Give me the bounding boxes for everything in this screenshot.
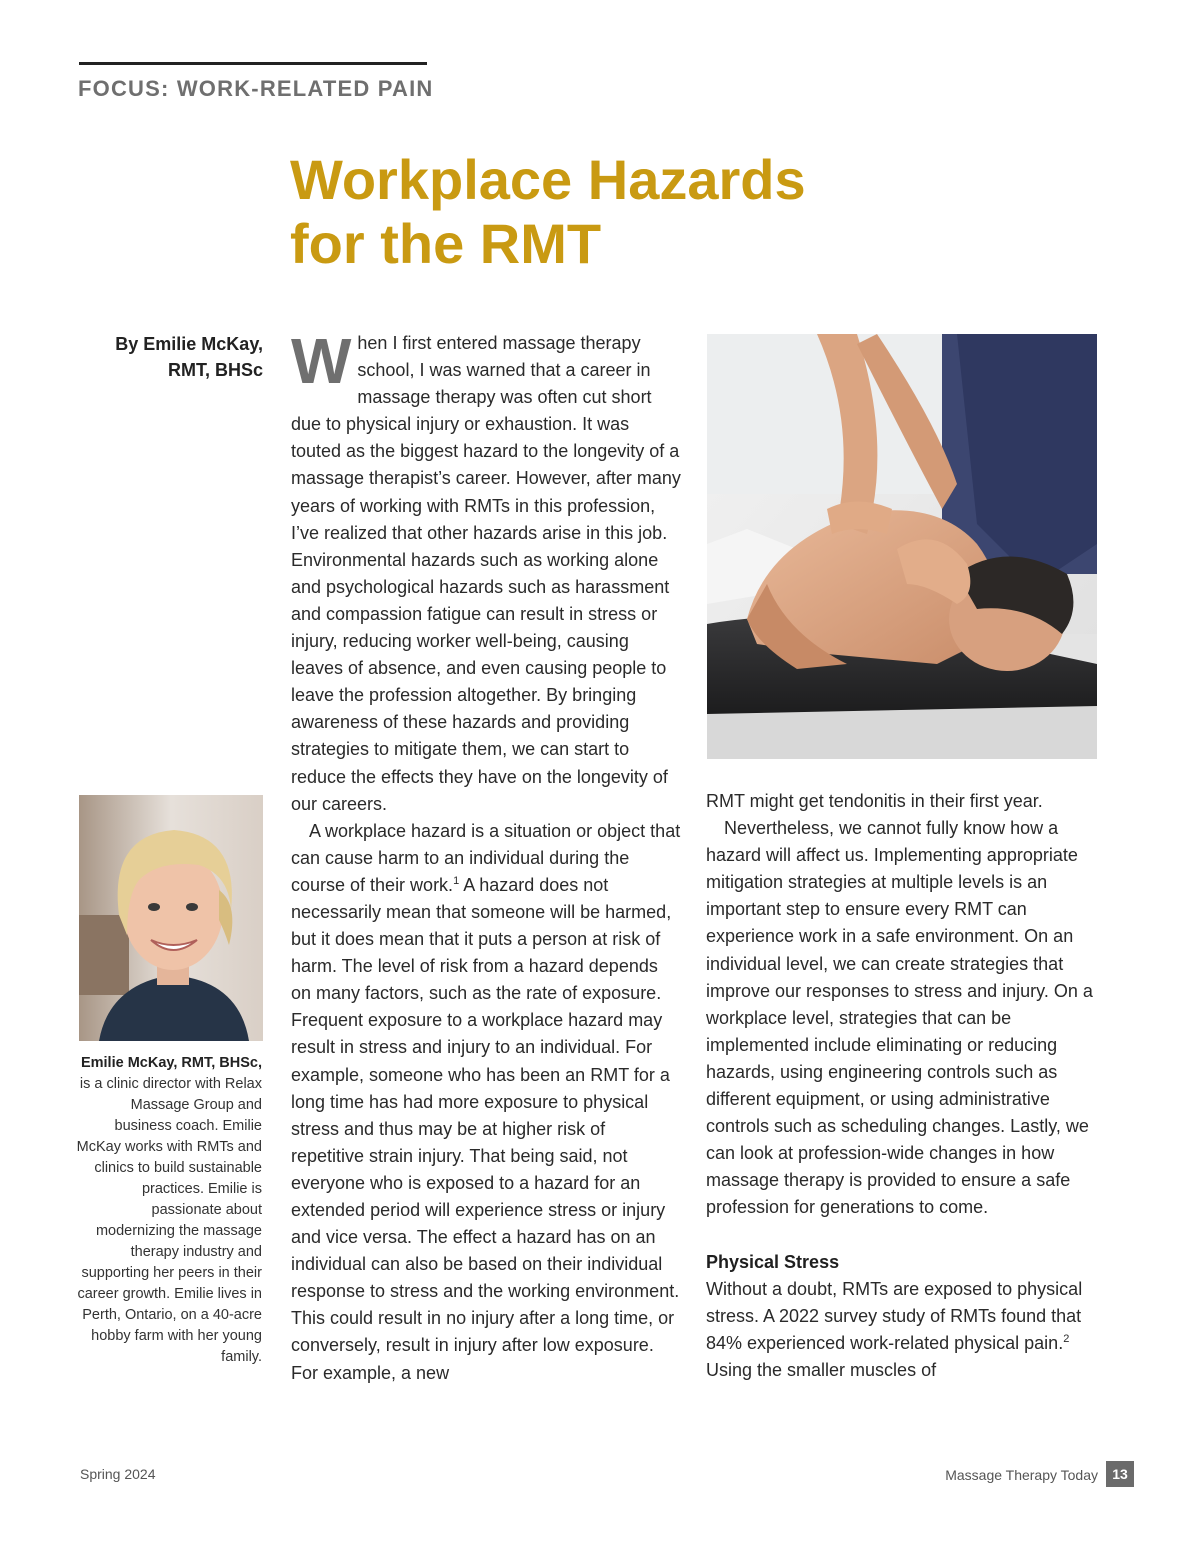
- article-paragraph-3: Nevertheless, we cannot fully know how a hazard will affect us. Implementing appropriate mitigation strategies at multiple levels is an important step to ensure every RMT can experience work in a safe environment. On an individual level, we can create strategies that improve our responses to stress and injury. On a workplace level, strategies that can be implemented include eliminating or reducing hazards, using engineering controls such as different equipment, or using administrative controls such as scheduling changes. Lastly, we can look at profession-wide changes in how massage therapy is provided to ensure a safe profession for generations to come.: [706, 818, 1093, 1218]
- author-bio-text: is a clinic director with Relax Massage Group and business coach. Emilie McKay works with RMTs and clinics to build sustainable practices. Emilie is passionate about modernizing the massage therapy industry and supporting her peers in their career growth. Emilie lives in Perth, Ontario, on a 40-acre hobby farm with her young family.: [76, 1076, 262, 1365]
- footnote-ref-1: 1: [453, 874, 460, 887]
- article-paragraph-1: [291, 325, 681, 818]
- massage-photo-illustration: [707, 334, 1097, 759]
- byline: [60, 331, 263, 383]
- footer-issue: Spring 2024: [80, 1466, 156, 1482]
- paragraph-1-text: hen I first entered massage therapy school, I was warned that a career in massage therapy was often cut short due to physical injury or exhaustion. It was touted as the biggest hazard to the longevity of a massage therapist’s career. However, after many years of working with RMTs in this profession, I’ve realized that other hazards arise in this job. Environmental hazards such as working alone and psychological hazards such as harassment and compassion fatigue can result in stress or injury, reducing worker well-being, causing leaves of absence, and even causing people to leave the profession altogether. By bringing awareness of these hazards and providing strategies to mitigate them, we can start to reduce the effects they have on the longevity of our careers.: [291, 333, 681, 814]
- article-title-line-2: for the RMT: [290, 212, 602, 275]
- massage-therapy-photo: [707, 334, 1097, 759]
- footer-publication: Massage Therapy Today: [945, 1467, 1098, 1483]
- header-rule: [79, 62, 427, 65]
- footnote-ref-2: 2: [1063, 1332, 1070, 1345]
- article-paragraph-4: [706, 1276, 1100, 1384]
- section-kicker: FOCUS: WORK-RELATED PAIN: [78, 76, 434, 101]
- paragraph-4-text-a: Without a doubt, RMTs are exposed to physical stress. A 2022 survey study of RMTs found that 84% experienced work-related physical pain.: [706, 1278, 1083, 1353]
- paragraph-2-text-b: A hazard does not necessarily mean that someone will be harmed, but it does mean that it puts a person at risk of harm. The level of risk from a hazard depends on many factors, such as the rate of exposure. Frequent exposure to a workplace hazard may result in stress and injury to an individual. For example, someone who has been an RMT for a long time has had more exposure to physical stress and thus may be at higher risk of repetitive strain injury. That being said, not everyone who is exposed to a hazard for an extended period will experience stress or injury and vice versa. The effect a hazard has on an individual can also be based on their individual response to stress and the working environment. This could result in no injury after a long time, or conversely, result in injury after low exposure. For example, a new: [291, 874, 680, 1383]
- article-continued-text: RMT might get tendonitis in their first year.: [706, 791, 1043, 811]
- article-title: [290, 148, 806, 276]
- article-column-2: [706, 788, 1100, 1384]
- author-headshot: [79, 795, 263, 1041]
- article-column-1: [291, 325, 681, 1387]
- author-bio: [70, 1053, 262, 1368]
- drop-cap: W: [291, 325, 352, 397]
- article-paragraph-2: [291, 818, 681, 1387]
- article-title-line-1: Workplace Hazards: [290, 148, 806, 211]
- author-bio-name: Emilie McKay, RMT, BHSc,: [80, 1055, 262, 1071]
- page-number-badge: 13: [1106, 1461, 1134, 1487]
- paragraph-2-text-a: A workplace hazard is a situation or object that can cause harm to an individual during the course of their work.: [291, 820, 681, 895]
- byline-credentials: RMT, BHSc: [167, 360, 263, 380]
- author-headshot-illustration: [79, 795, 263, 1041]
- paragraph-4-text-b: Using the smaller muscles of: [706, 1359, 937, 1380]
- section-heading-physical-stress: Physical Stress: [706, 1251, 840, 1272]
- byline-name: By Emilie McKay,: [115, 334, 263, 354]
